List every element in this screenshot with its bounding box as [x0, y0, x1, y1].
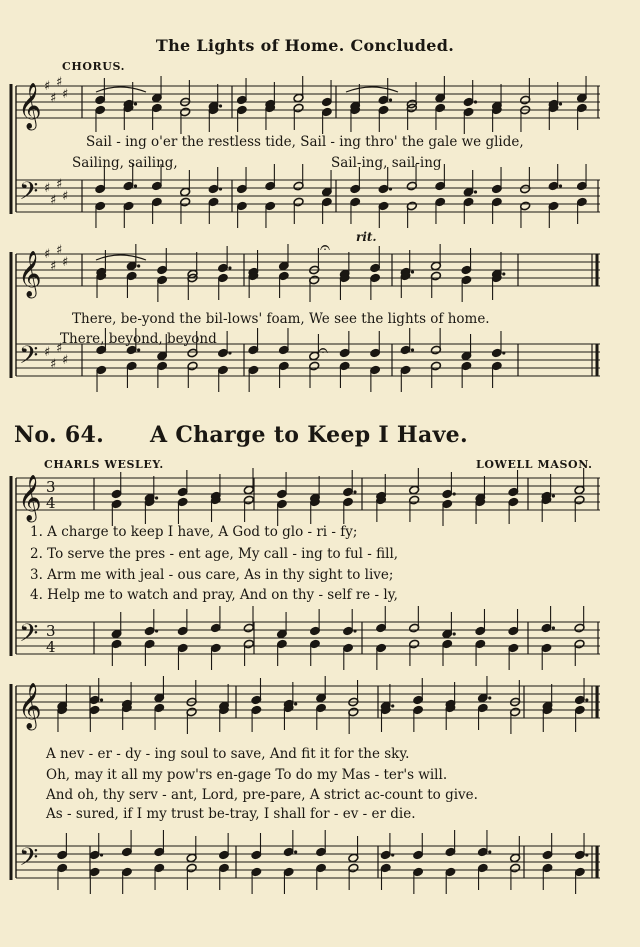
bass-clef: 𝄢 — [19, 619, 39, 654]
dot — [552, 494, 555, 497]
key-sharp: ♯ — [62, 87, 69, 102]
time-signature: 4 — [46, 638, 56, 656]
treble-clef: 𝄞 — [18, 251, 42, 297]
dot — [228, 266, 231, 269]
hymn-title: A Charge to Keep I Have. — [150, 422, 468, 448]
dot — [453, 492, 456, 495]
chorus-bass-lyric-1b: Sail-ing, sail-ing — [331, 155, 442, 171]
dot — [155, 629, 158, 632]
fermata: 𝄐 — [318, 340, 329, 361]
dot — [502, 272, 505, 275]
verse-1-line-2: A nev - er - dy - ing soul to save, And fit it for the sky. — [46, 746, 410, 762]
key-sharp: ♯ — [50, 91, 57, 106]
dot — [219, 187, 222, 190]
hymn-composer: LOWELL MASON. — [476, 458, 593, 471]
key-sharp: ♯ — [44, 247, 51, 262]
key-sharp: ♯ — [62, 353, 69, 368]
dot — [137, 264, 140, 267]
chorus-lyric-line-1: Sail - ing o'er the restless tide, Sail - ing thro' the gale we glide, — [86, 134, 524, 150]
treble-clef: 𝄞 — [18, 83, 42, 129]
dot — [474, 190, 477, 193]
verse-1-line-1: 1. A charge to keep I have, A God to glo - ri - fy; — [30, 524, 358, 540]
key-sharp: ♯ — [44, 181, 51, 196]
time-signature: 3 — [46, 478, 56, 496]
dot — [353, 629, 356, 632]
ritardando-mark: rit. — [356, 230, 377, 244]
continuation-title: The Lights of Home. Concluded. — [155, 36, 455, 55]
dot — [389, 98, 392, 101]
dot — [552, 626, 555, 629]
dot — [502, 351, 505, 354]
key-sharp: ♯ — [44, 345, 51, 360]
dot — [474, 100, 477, 103]
dot — [294, 850, 297, 853]
chorus-label: CHORUS. — [62, 60, 126, 73]
key-sharp: ♯ — [56, 75, 63, 90]
time-signature: 4 — [46, 494, 56, 512]
chorus-bass-lyric-2: There, beyond, beyond — [60, 331, 217, 347]
key-sharp: ♯ — [50, 259, 57, 274]
key-sharp: ♯ — [44, 79, 51, 94]
verse-3-line-2: And oh, thy serv - ant, Lord, pre-pare, A strict ac-count to give. — [46, 787, 478, 803]
chorus-bass-lyric-1a: Sailing, sailing, — [72, 155, 178, 171]
dot — [453, 632, 456, 635]
dot — [411, 270, 414, 273]
dot — [488, 850, 491, 853]
key-sharp: ♯ — [56, 177, 63, 192]
treble-clef: 𝄞 — [18, 475, 42, 521]
verse-4-line-1: 4. Help me to watch and pray, And on thy - self re - ly, — [30, 587, 398, 603]
verse-2-line-1: 2. To serve the pres - ent age, My call - ing to ful - fill, — [30, 546, 399, 562]
dot — [134, 102, 137, 105]
dot — [228, 351, 231, 354]
dot — [391, 853, 394, 856]
dot — [134, 184, 137, 187]
dot — [411, 348, 414, 351]
hymn-number: No. 64. — [14, 422, 105, 448]
time-signature: 3 — [46, 622, 56, 640]
chorus-lyric-line-2: There, be-yond the bil-lows' foam, We see the lights of home. — [72, 311, 490, 327]
key-sharp: ♯ — [50, 193, 57, 208]
dot — [137, 348, 140, 351]
bass-clef: 𝄢 — [19, 843, 39, 878]
bass-clef: 𝄢 — [19, 341, 39, 376]
verse-3-line-1: 3. Arm me with jeal - ous care, As in thy sight to live; — [30, 567, 394, 583]
verse-4-line-2: As - sured, if I my trust be-tray, I shall for - ev - er die. — [46, 806, 416, 822]
dot — [585, 698, 588, 701]
treble-clef: 𝄞 — [18, 683, 42, 729]
fermata: 𝄐 — [320, 237, 331, 258]
dot — [585, 853, 588, 856]
dot — [559, 102, 562, 105]
dot — [353, 490, 356, 493]
dot — [155, 496, 158, 499]
slur — [346, 87, 398, 92]
hymn-author: CHARLS WESLEY. — [44, 458, 164, 471]
slur — [96, 255, 146, 260]
dot — [219, 104, 222, 107]
dot — [100, 853, 103, 856]
key-sharp: ♯ — [56, 341, 63, 356]
slur — [96, 87, 146, 92]
dot — [559, 184, 562, 187]
dot — [488, 696, 491, 699]
verse-2-line-2: Oh, may it all my pow'rs en-gage To do my Mas - ter's will. — [46, 767, 448, 783]
key-sharp: ♯ — [50, 357, 57, 372]
dot — [294, 702, 297, 705]
key-sharp: ♯ — [62, 255, 69, 270]
key-sharp: ♯ — [62, 189, 69, 204]
dot — [100, 698, 103, 701]
dot — [391, 704, 394, 707]
bass-clef: 𝄢 — [19, 177, 39, 212]
dot — [389, 187, 392, 190]
key-sharp: ♯ — [56, 243, 63, 258]
